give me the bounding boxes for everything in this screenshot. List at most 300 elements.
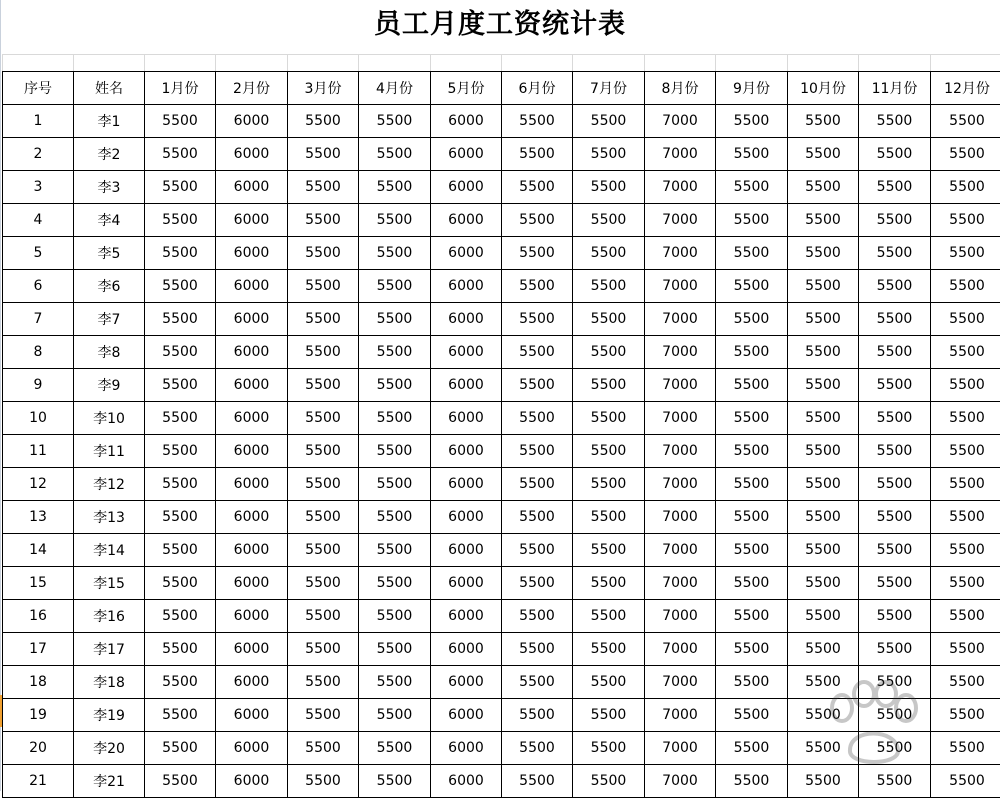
name-cell[interactable]: 李9 <box>74 369 145 402</box>
salary-cell[interactable]: 5500 <box>288 666 359 699</box>
salary-cell[interactable]: 5500 <box>859 237 931 270</box>
empty-cell[interactable] <box>645 55 716 72</box>
salary-cell[interactable]: 5500 <box>145 567 216 600</box>
salary-cell[interactable]: 5500 <box>788 633 859 666</box>
salary-cell[interactable]: 5500 <box>716 402 788 435</box>
salary-cell[interactable]: 5500 <box>288 369 359 402</box>
name-cell[interactable]: 李21 <box>74 765 145 798</box>
salary-cell[interactable]: 5500 <box>716 765 788 798</box>
salary-cell[interactable]: 7000 <box>645 204 716 237</box>
serial-cell[interactable]: 9 <box>3 369 74 402</box>
column-header[interactable]: 10月份 <box>788 72 859 105</box>
salary-cell[interactable]: 6000 <box>431 633 502 666</box>
salary-cell[interactable]: 6000 <box>216 270 288 303</box>
salary-cell[interactable]: 5500 <box>145 105 216 138</box>
salary-cell[interactable]: 5500 <box>573 402 645 435</box>
salary-cell[interactable]: 5500 <box>359 303 431 336</box>
salary-cell[interactable]: 5500 <box>859 765 931 798</box>
salary-cell[interactable]: 5500 <box>359 105 431 138</box>
salary-cell[interactable]: 5500 <box>788 237 859 270</box>
salary-cell[interactable]: 5500 <box>145 270 216 303</box>
salary-cell[interactable]: 5500 <box>145 666 216 699</box>
salary-cell[interactable]: 5500 <box>573 435 645 468</box>
salary-cell[interactable]: 5500 <box>288 204 359 237</box>
salary-cell[interactable]: 5500 <box>288 336 359 369</box>
salary-cell[interactable]: 6000 <box>431 501 502 534</box>
salary-cell[interactable]: 5500 <box>788 105 859 138</box>
salary-cell[interactable]: 5500 <box>716 105 788 138</box>
salary-cell[interactable]: 6000 <box>216 138 288 171</box>
salary-cell[interactable]: 5500 <box>359 237 431 270</box>
salary-cell[interactable]: 5500 <box>502 699 573 732</box>
salary-cell[interactable]: 5500 <box>716 699 788 732</box>
salary-cell[interactable]: 5500 <box>931 765 1000 798</box>
salary-cell[interactable]: 5500 <box>288 600 359 633</box>
salary-cell[interactable]: 5500 <box>716 435 788 468</box>
salary-cell[interactable]: 6000 <box>216 666 288 699</box>
salary-cell[interactable]: 6000 <box>216 699 288 732</box>
salary-cell[interactable]: 5500 <box>716 732 788 765</box>
salary-cell[interactable]: 5500 <box>788 336 859 369</box>
salary-cell[interactable]: 5500 <box>859 699 931 732</box>
name-cell[interactable]: 李6 <box>74 270 145 303</box>
salary-cell[interactable]: 5500 <box>931 468 1000 501</box>
name-cell[interactable]: 李1 <box>74 105 145 138</box>
salary-cell[interactable]: 6000 <box>216 237 288 270</box>
name-cell[interactable]: 李15 <box>74 567 145 600</box>
salary-cell[interactable]: 5500 <box>788 270 859 303</box>
salary-cell[interactable]: 5500 <box>931 237 1000 270</box>
column-header[interactable]: 序号 <box>3 72 74 105</box>
salary-cell[interactable]: 5500 <box>359 336 431 369</box>
salary-cell[interactable]: 6000 <box>431 567 502 600</box>
salary-cell[interactable]: 5500 <box>859 171 931 204</box>
serial-cell[interactable]: 8 <box>3 336 74 369</box>
serial-cell[interactable]: 21 <box>3 765 74 798</box>
empty-cell[interactable] <box>216 55 288 72</box>
serial-cell[interactable]: 12 <box>3 468 74 501</box>
salary-cell[interactable]: 6000 <box>431 270 502 303</box>
salary-cell[interactable]: 5500 <box>288 633 359 666</box>
salary-cell[interactable]: 5500 <box>573 336 645 369</box>
empty-cell[interactable] <box>931 55 1000 72</box>
salary-cell[interactable]: 5500 <box>573 732 645 765</box>
salary-cell[interactable]: 5500 <box>716 567 788 600</box>
salary-cell[interactable]: 5500 <box>931 600 1000 633</box>
salary-cell[interactable]: 6000 <box>216 369 288 402</box>
salary-cell[interactable]: 6000 <box>431 237 502 270</box>
serial-cell[interactable]: 17 <box>3 633 74 666</box>
salary-cell[interactable]: 5500 <box>502 765 573 798</box>
column-header[interactable]: 12月份 <box>931 72 1000 105</box>
salary-cell[interactable]: 5500 <box>573 501 645 534</box>
column-header[interactable]: 8月份 <box>645 72 716 105</box>
salary-cell[interactable]: 5500 <box>288 402 359 435</box>
salary-cell[interactable]: 5500 <box>359 138 431 171</box>
column-header[interactable]: 6月份 <box>502 72 573 105</box>
salary-cell[interactable]: 5500 <box>716 600 788 633</box>
column-header[interactable]: 7月份 <box>573 72 645 105</box>
salary-cell[interactable]: 5500 <box>145 633 216 666</box>
salary-cell[interactable]: 5500 <box>931 270 1000 303</box>
column-header[interactable]: 3月份 <box>288 72 359 105</box>
name-cell[interactable]: 李10 <box>74 402 145 435</box>
salary-cell[interactable]: 5500 <box>502 171 573 204</box>
name-cell[interactable]: 李7 <box>74 303 145 336</box>
salary-cell[interactable]: 5500 <box>788 699 859 732</box>
column-header[interactable]: 1月份 <box>145 72 216 105</box>
name-cell[interactable]: 李12 <box>74 468 145 501</box>
salary-cell[interactable]: 5500 <box>502 468 573 501</box>
salary-cell[interactable]: 6000 <box>216 534 288 567</box>
name-cell[interactable]: 李13 <box>74 501 145 534</box>
salary-cell[interactable]: 6000 <box>431 402 502 435</box>
salary-cell[interactable]: 5500 <box>573 765 645 798</box>
salary-cell[interactable]: 5500 <box>716 171 788 204</box>
empty-cell[interactable] <box>3 55 74 72</box>
salary-cell[interactable]: 5500 <box>859 204 931 237</box>
salary-cell[interactable]: 5500 <box>502 501 573 534</box>
salary-cell[interactable]: 5500 <box>145 369 216 402</box>
salary-cell[interactable]: 7000 <box>645 435 716 468</box>
salary-cell[interactable]: 5500 <box>288 270 359 303</box>
salary-cell[interactable]: 6000 <box>216 435 288 468</box>
salary-cell[interactable]: 5500 <box>931 435 1000 468</box>
salary-cell[interactable]: 5500 <box>502 666 573 699</box>
salary-cell[interactable]: 5500 <box>931 204 1000 237</box>
column-header[interactable]: 5月份 <box>431 72 502 105</box>
salary-cell[interactable]: 5500 <box>359 732 431 765</box>
serial-cell[interactable]: 1 <box>3 105 74 138</box>
name-cell[interactable]: 李17 <box>74 633 145 666</box>
empty-cell[interactable] <box>859 55 931 72</box>
salary-cell[interactable]: 5500 <box>716 666 788 699</box>
salary-cell[interactable]: 7000 <box>645 501 716 534</box>
salary-cell[interactable]: 7000 <box>645 567 716 600</box>
salary-cell[interactable]: 6000 <box>431 666 502 699</box>
salary-cell[interactable]: 5500 <box>573 468 645 501</box>
salary-cell[interactable]: 7000 <box>645 600 716 633</box>
name-cell[interactable]: 李14 <box>74 534 145 567</box>
salary-cell[interactable]: 5500 <box>573 270 645 303</box>
salary-cell[interactable]: 7000 <box>645 369 716 402</box>
salary-cell[interactable]: 7000 <box>645 732 716 765</box>
salary-cell[interactable]: 5500 <box>716 534 788 567</box>
salary-cell[interactable]: 5500 <box>788 765 859 798</box>
salary-cell[interactable]: 5500 <box>931 567 1000 600</box>
salary-cell[interactable]: 5500 <box>931 534 1000 567</box>
salary-cell[interactable]: 6000 <box>216 633 288 666</box>
name-cell[interactable]: 李2 <box>74 138 145 171</box>
salary-cell[interactable]: 5500 <box>573 204 645 237</box>
salary-cell[interactable]: 5500 <box>716 501 788 534</box>
salary-cell[interactable]: 5500 <box>788 204 859 237</box>
salary-cell[interactable]: 6000 <box>431 765 502 798</box>
serial-cell[interactable]: 18 <box>3 666 74 699</box>
salary-cell[interactable]: 5500 <box>859 600 931 633</box>
salary-cell[interactable]: 7000 <box>645 765 716 798</box>
salary-cell[interactable]: 5500 <box>716 633 788 666</box>
salary-cell[interactable]: 5500 <box>359 402 431 435</box>
salary-cell[interactable]: 5500 <box>502 105 573 138</box>
salary-cell[interactable]: 5500 <box>145 303 216 336</box>
salary-cell[interactable]: 7000 <box>645 633 716 666</box>
salary-cell[interactable]: 5500 <box>716 270 788 303</box>
salary-cell[interactable]: 5500 <box>288 534 359 567</box>
salary-cell[interactable]: 5500 <box>788 303 859 336</box>
salary-cell[interactable]: 5500 <box>788 534 859 567</box>
salary-cell[interactable]: 5500 <box>716 204 788 237</box>
salary-cell[interactable]: 5500 <box>573 600 645 633</box>
salary-cell[interactable]: 5500 <box>859 468 931 501</box>
salary-cell[interactable]: 5500 <box>145 336 216 369</box>
salary-cell[interactable]: 5500 <box>788 567 859 600</box>
salary-cell[interactable]: 6000 <box>431 171 502 204</box>
salary-cell[interactable]: 6000 <box>216 468 288 501</box>
serial-cell[interactable]: 15 <box>3 567 74 600</box>
salary-cell[interactable]: 6000 <box>216 336 288 369</box>
empty-cell[interactable] <box>573 55 645 72</box>
salary-cell[interactable]: 5500 <box>931 732 1000 765</box>
salary-cell[interactable]: 5500 <box>573 534 645 567</box>
salary-cell[interactable]: 7000 <box>645 699 716 732</box>
salary-cell[interactable]: 6000 <box>216 567 288 600</box>
salary-cell[interactable]: 5500 <box>145 171 216 204</box>
column-header[interactable]: 9月份 <box>716 72 788 105</box>
salary-cell[interactable]: 5500 <box>573 699 645 732</box>
salary-cell[interactable]: 5500 <box>359 468 431 501</box>
salary-cell[interactable]: 5500 <box>859 666 931 699</box>
salary-cell[interactable]: 6000 <box>216 204 288 237</box>
salary-cell[interactable]: 6000 <box>216 303 288 336</box>
salary-cell[interactable]: 7000 <box>645 534 716 567</box>
salary-cell[interactable]: 5500 <box>573 567 645 600</box>
salary-cell[interactable]: 5500 <box>859 567 931 600</box>
salary-cell[interactable]: 5500 <box>788 501 859 534</box>
salary-cell[interactable]: 5500 <box>502 237 573 270</box>
salary-cell[interactable]: 7000 <box>645 270 716 303</box>
salary-cell[interactable]: 5500 <box>502 567 573 600</box>
serial-cell[interactable]: 20 <box>3 732 74 765</box>
salary-cell[interactable]: 5500 <box>145 699 216 732</box>
salary-cell[interactable]: 7000 <box>645 666 716 699</box>
serial-cell[interactable]: 2 <box>3 138 74 171</box>
salary-cell[interactable]: 5500 <box>931 633 1000 666</box>
salary-cell[interactable]: 5500 <box>502 600 573 633</box>
salary-cell[interactable]: 7000 <box>645 468 716 501</box>
salary-cell[interactable]: 6000 <box>431 369 502 402</box>
salary-cell[interactable]: 6000 <box>216 171 288 204</box>
salary-cell[interactable]: 5500 <box>931 666 1000 699</box>
salary-cell[interactable]: 5500 <box>931 699 1000 732</box>
salary-cell[interactable]: 6000 <box>431 600 502 633</box>
salary-cell[interactable]: 5500 <box>931 105 1000 138</box>
salary-cell[interactable]: 5500 <box>788 138 859 171</box>
salary-cell[interactable]: 5500 <box>788 468 859 501</box>
salary-cell[interactable]: 5500 <box>145 237 216 270</box>
salary-cell[interactable]: 5500 <box>502 204 573 237</box>
name-cell[interactable]: 李20 <box>74 732 145 765</box>
salary-cell[interactable]: 5500 <box>359 567 431 600</box>
empty-cell[interactable] <box>788 55 859 72</box>
salary-cell[interactable]: 6000 <box>431 534 502 567</box>
salary-cell[interactable]: 5500 <box>359 600 431 633</box>
salary-cell[interactable]: 6000 <box>216 765 288 798</box>
salary-cell[interactable]: 5500 <box>288 171 359 204</box>
salary-cell[interactable]: 5500 <box>573 666 645 699</box>
salary-cell[interactable]: 5500 <box>716 237 788 270</box>
column-header[interactable]: 4月份 <box>359 72 431 105</box>
salary-cell[interactable]: 5500 <box>859 435 931 468</box>
salary-cell[interactable]: 5500 <box>573 105 645 138</box>
salary-cell[interactable]: 5500 <box>359 435 431 468</box>
empty-cell[interactable] <box>74 55 145 72</box>
salary-cell[interactable]: 5500 <box>502 303 573 336</box>
salary-cell[interactable]: 5500 <box>788 171 859 204</box>
salary-cell[interactable]: 5500 <box>359 204 431 237</box>
salary-cell[interactable]: 5500 <box>288 435 359 468</box>
serial-cell[interactable]: 7 <box>3 303 74 336</box>
salary-cell[interactable]: 6000 <box>431 732 502 765</box>
salary-cell[interactable]: 5500 <box>859 369 931 402</box>
salary-cell[interactable]: 5500 <box>788 666 859 699</box>
empty-cell[interactable] <box>145 55 216 72</box>
salary-cell[interactable]: 5500 <box>931 138 1000 171</box>
salary-cell[interactable]: 6000 <box>216 732 288 765</box>
salary-cell[interactable]: 6000 <box>216 105 288 138</box>
salary-cell[interactable]: 7000 <box>645 336 716 369</box>
salary-cell[interactable]: 5500 <box>931 369 1000 402</box>
salary-cell[interactable]: 5500 <box>502 633 573 666</box>
salary-cell[interactable]: 7000 <box>645 402 716 435</box>
serial-cell[interactable]: 4 <box>3 204 74 237</box>
salary-cell[interactable]: 5500 <box>288 138 359 171</box>
serial-cell[interactable]: 19 <box>3 699 74 732</box>
salary-cell[interactable]: 5500 <box>931 501 1000 534</box>
salary-cell[interactable]: 5500 <box>859 633 931 666</box>
salary-cell[interactable]: 5500 <box>859 402 931 435</box>
salary-cell[interactable]: 5500 <box>788 435 859 468</box>
salary-cell[interactable]: 5500 <box>573 369 645 402</box>
salary-cell[interactable]: 5500 <box>502 270 573 303</box>
name-cell[interactable]: 李3 <box>74 171 145 204</box>
name-cell[interactable]: 李16 <box>74 600 145 633</box>
salary-cell[interactable]: 5500 <box>359 369 431 402</box>
salary-cell[interactable]: 5500 <box>359 501 431 534</box>
salary-cell[interactable]: 5500 <box>288 105 359 138</box>
column-header[interactable]: 11月份 <box>859 72 931 105</box>
salary-cell[interactable]: 5500 <box>859 534 931 567</box>
salary-cell[interactable]: 5500 <box>573 171 645 204</box>
salary-cell[interactable]: 5500 <box>716 138 788 171</box>
salary-cell[interactable]: 7000 <box>645 105 716 138</box>
salary-cell[interactable]: 5500 <box>502 435 573 468</box>
salary-cell[interactable]: 5500 <box>145 501 216 534</box>
salary-cell[interactable]: 5500 <box>859 732 931 765</box>
salary-cell[interactable]: 5500 <box>716 336 788 369</box>
salary-cell[interactable]: 5500 <box>145 204 216 237</box>
salary-cell[interactable]: 5500 <box>859 501 931 534</box>
empty-cell[interactable] <box>359 55 431 72</box>
salary-cell[interactable]: 5500 <box>145 468 216 501</box>
name-cell[interactable]: 李18 <box>74 666 145 699</box>
salary-cell[interactable]: 5500 <box>573 237 645 270</box>
salary-cell[interactable]: 5500 <box>145 402 216 435</box>
salary-cell[interactable]: 7000 <box>645 237 716 270</box>
salary-cell[interactable]: 5500 <box>145 600 216 633</box>
name-cell[interactable]: 李11 <box>74 435 145 468</box>
salary-cell[interactable]: 5500 <box>359 534 431 567</box>
salary-cell[interactable]: 5500 <box>288 567 359 600</box>
salary-cell[interactable]: 5500 <box>502 369 573 402</box>
salary-cell[interactable]: 5500 <box>788 369 859 402</box>
salary-cell[interactable]: 5500 <box>859 105 931 138</box>
empty-cell[interactable] <box>288 55 359 72</box>
serial-cell[interactable]: 14 <box>3 534 74 567</box>
salary-cell[interactable]: 5500 <box>288 303 359 336</box>
salary-cell[interactable]: 5500 <box>359 270 431 303</box>
salary-cell[interactable]: 6000 <box>431 138 502 171</box>
salary-cell[interactable]: 6000 <box>431 303 502 336</box>
salary-cell[interactable]: 5500 <box>288 765 359 798</box>
salary-cell[interactable]: 5500 <box>931 303 1000 336</box>
salary-cell[interactable]: 5500 <box>502 534 573 567</box>
empty-cell[interactable] <box>502 55 573 72</box>
salary-cell[interactable]: 5500 <box>716 369 788 402</box>
salary-cell[interactable]: 5500 <box>573 633 645 666</box>
salary-cell[interactable]: 5500 <box>359 666 431 699</box>
salary-cell[interactable]: 7000 <box>645 171 716 204</box>
name-cell[interactable]: 李8 <box>74 336 145 369</box>
salary-cell[interactable]: 5500 <box>359 765 431 798</box>
salary-cell[interactable]: 5500 <box>145 534 216 567</box>
salary-cell[interactable]: 6000 <box>431 468 502 501</box>
name-cell[interactable]: 李4 <box>74 204 145 237</box>
salary-cell[interactable]: 5500 <box>788 732 859 765</box>
salary-cell[interactable]: 5500 <box>288 237 359 270</box>
salary-cell[interactable]: 5500 <box>288 732 359 765</box>
salary-cell[interactable]: 5500 <box>288 699 359 732</box>
salary-cell[interactable]: 5500 <box>859 303 931 336</box>
serial-cell[interactable]: 10 <box>3 402 74 435</box>
salary-cell[interactable]: 5500 <box>502 402 573 435</box>
salary-cell[interactable]: 5500 <box>502 336 573 369</box>
salary-cell[interactable]: 5500 <box>502 732 573 765</box>
serial-cell[interactable]: 11 <box>3 435 74 468</box>
salary-cell[interactable]: 5500 <box>145 138 216 171</box>
salary-cell[interactable]: 5500 <box>859 336 931 369</box>
serial-cell[interactable]: 5 <box>3 237 74 270</box>
salary-cell[interactable]: 6000 <box>216 501 288 534</box>
salary-cell[interactable]: 6000 <box>431 435 502 468</box>
serial-cell[interactable]: 6 <box>3 270 74 303</box>
salary-cell[interactable]: 5500 <box>288 468 359 501</box>
salary-cell[interactable]: 5500 <box>931 402 1000 435</box>
salary-cell[interactable]: 5500 <box>502 138 573 171</box>
salary-cell[interactable]: 5500 <box>788 402 859 435</box>
salary-cell[interactable]: 5500 <box>716 468 788 501</box>
salary-cell[interactable]: 6000 <box>431 336 502 369</box>
salary-cell[interactable]: 5500 <box>359 699 431 732</box>
sheet-title[interactable]: 员工月度工资统计表 <box>0 0 1000 54</box>
salary-cell[interactable]: 6000 <box>431 105 502 138</box>
salary-cell[interactable]: 5500 <box>145 732 216 765</box>
salary-cell[interactable]: 6000 <box>431 204 502 237</box>
salary-cell[interactable]: 5500 <box>288 501 359 534</box>
salary-cell[interactable]: 5500 <box>931 336 1000 369</box>
empty-cell[interactable] <box>716 55 788 72</box>
salary-cell[interactable]: 7000 <box>645 303 716 336</box>
